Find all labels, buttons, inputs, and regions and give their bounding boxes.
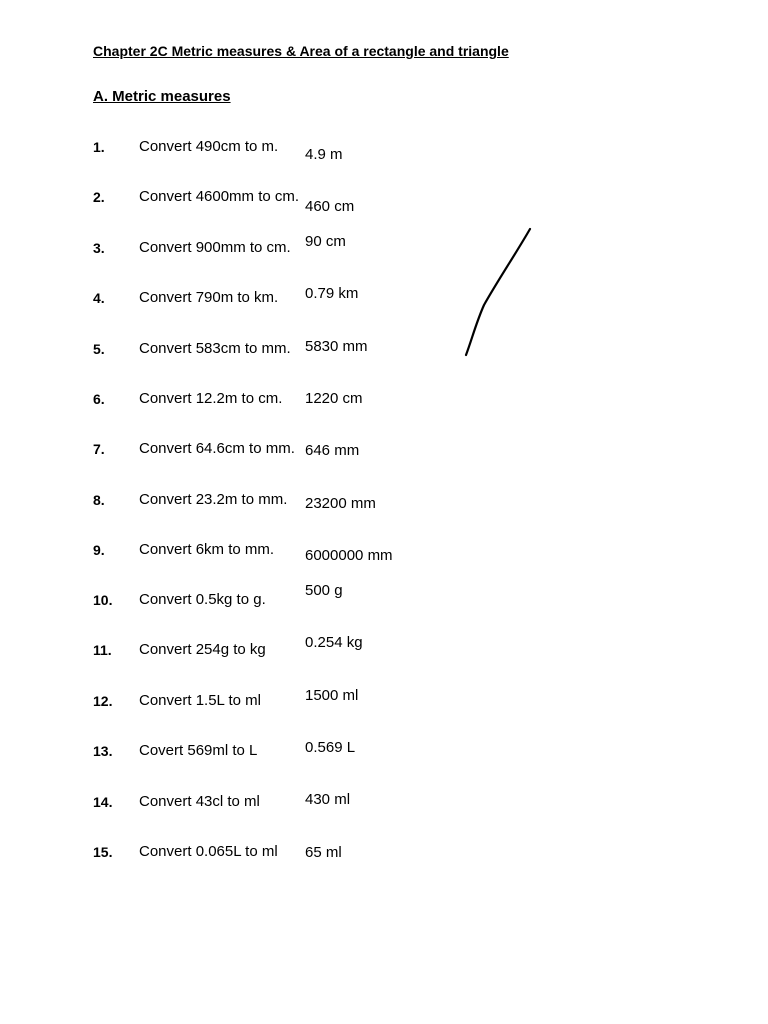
question-answer: 4.9 m <box>305 146 343 163</box>
question-answer: 646 mm <box>305 442 360 459</box>
question-text: Convert 64.6cm to mm. <box>139 440 295 457</box>
question-text: Covert 569ml to L <box>139 742 258 759</box>
question-answer: 65 ml <box>305 844 342 861</box>
question-answer: 430 ml <box>305 791 351 808</box>
question-answer: 5830 mm <box>305 338 368 355</box>
question-text: Convert 490cm to m. <box>139 138 279 155</box>
chapter-title: Chapter 2C Metric measures & Area of a rectangle and triangle <box>93 43 509 59</box>
question-text: Convert 583cm to mm. <box>139 340 291 357</box>
question-number: 8. <box>93 492 105 508</box>
question-answer: 1500 ml <box>305 687 359 704</box>
question-number: 5. <box>93 341 105 357</box>
question-text: Convert 790m to km. <box>139 289 279 306</box>
question-text: Convert 6km to mm. <box>139 541 275 558</box>
question-answer: 90 cm <box>305 233 346 250</box>
question-number: 7. <box>93 441 105 457</box>
question-number: 13. <box>93 743 113 759</box>
pen-stroke-mark <box>460 225 540 360</box>
question-answer: 6000000 mm <box>305 547 393 564</box>
question-number: 11. <box>93 642 112 658</box>
question-answer: 0.569 L <box>305 739 356 756</box>
question-number: 3. <box>93 240 105 256</box>
question-text: Convert 12.2m to cm. <box>139 390 283 407</box>
question-text: Convert 0.065L to ml <box>139 843 278 860</box>
question-number: 15. <box>93 844 113 860</box>
question-answer: 460 cm <box>305 198 355 215</box>
question-number: 14. <box>93 794 113 810</box>
question-text: Convert 23.2m to mm. <box>139 491 288 508</box>
question-text: Convert 1.5L to ml <box>139 692 261 709</box>
question-text: Convert 4600mm to cm. <box>139 188 300 205</box>
question-answer: 0.254 kg <box>305 634 363 651</box>
question-answer: 1220 cm <box>305 390 363 407</box>
question-answer: 0.79 km <box>305 285 359 302</box>
question-number: 4. <box>93 290 105 306</box>
question-answer: 23200 mm <box>305 495 376 512</box>
section-title: A. Metric measures <box>93 88 231 105</box>
question-number: 12. <box>93 693 113 709</box>
question-text: Convert 254g to kg <box>139 641 266 658</box>
question-number: 1. <box>93 139 105 155</box>
question-number: 2. <box>93 189 105 205</box>
question-text: Convert 0.5kg to g. <box>139 591 266 608</box>
question-answer: 500 g <box>305 582 343 599</box>
question-number: 6. <box>93 391 105 407</box>
question-text: Convert 43cl to ml <box>139 793 260 810</box>
question-text: Convert 900mm to cm. <box>139 239 291 256</box>
question-number: 9. <box>93 542 105 558</box>
question-number: 10. <box>93 592 113 608</box>
